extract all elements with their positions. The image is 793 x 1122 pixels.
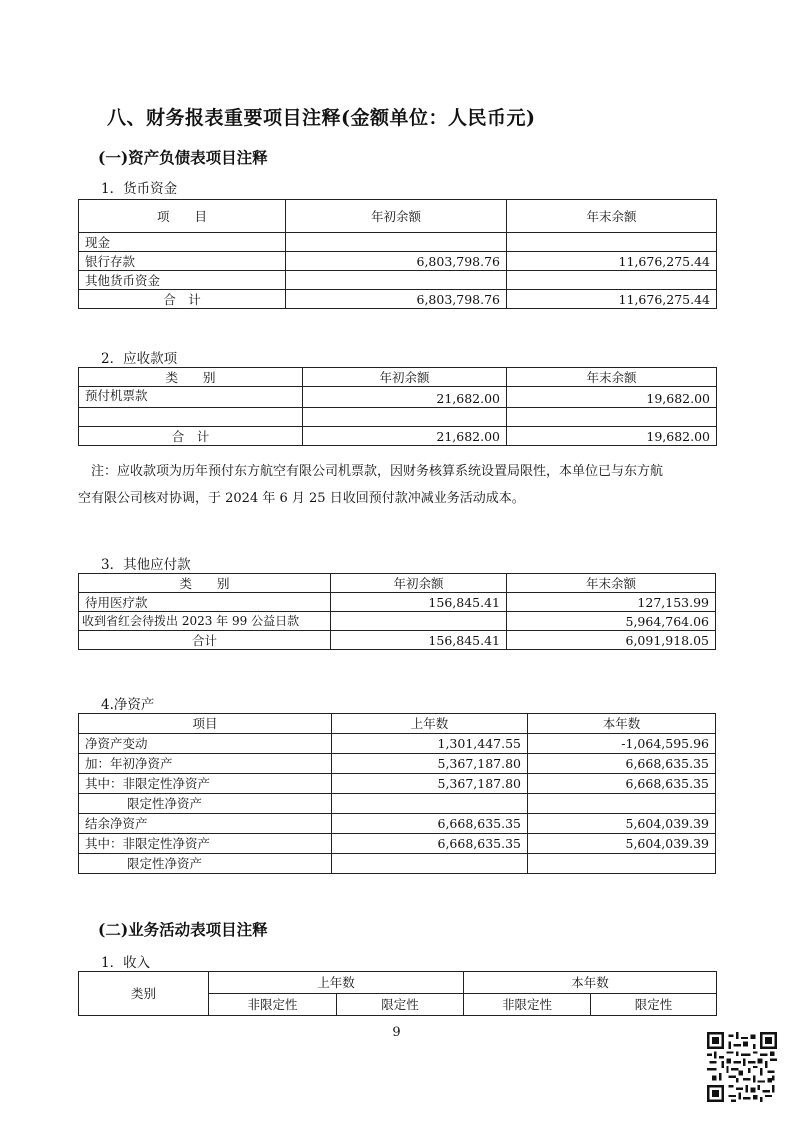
header-curr-restricted: 限定性 <box>591 994 717 1016</box>
section-heading-activities: (二)业务活动表项目注释 <box>98 920 268 939</box>
caption-net-assets: 4.净资产 <box>101 697 155 713</box>
qr-code-icon <box>707 1032 777 1102</box>
table-row <box>79 754 716 774</box>
header-closing: 年末余额 <box>507 200 717 233</box>
header-prev-unrestricted: 非限定性 <box>209 994 337 1016</box>
table-row <box>79 612 716 631</box>
row-opening <box>303 408 507 427</box>
row-opening: 6,803,798.76 <box>286 290 507 309</box>
row-closing: 5,964,764.06 <box>507 612 716 631</box>
row-label: 合 计 <box>79 290 286 309</box>
row-opening: 21,682.00 <box>303 387 507 408</box>
row-curr: 6,668,635.35 <box>528 754 716 774</box>
row-label: 其他货币资金 <box>79 271 286 290</box>
table-receivables <box>78 367 717 446</box>
row-closing: 19,682.00 <box>507 427 717 446</box>
row-prev <box>332 854 528 874</box>
header-opening: 年初余额 <box>303 368 507 387</box>
row-label: 银行存款 <box>79 252 286 271</box>
row-closing: 11,676,275.44 <box>507 252 717 271</box>
table-row <box>79 734 716 754</box>
row-curr: 5,604,039.39 <box>528 814 716 834</box>
row-label: 合 计 <box>79 427 303 446</box>
table-row <box>79 408 717 427</box>
page-number: 9 <box>392 1025 401 1040</box>
header-curr-unrestricted: 非限定性 <box>464 994 591 1016</box>
header-prev-restricted: 限定性 <box>337 994 464 1016</box>
row-curr: 6,668,635.35 <box>528 774 716 794</box>
row-curr: -1,064,595.96 <box>528 734 716 754</box>
row-curr: 5,604,039.39 <box>528 834 716 854</box>
receivables-note <box>78 458 718 512</box>
table-row <box>79 794 716 814</box>
row-label: 合计 <box>79 631 331 650</box>
header-curr-year: 本年数 <box>464 972 717 994</box>
row-label <box>79 408 303 427</box>
caption-income: 1．收入 <box>101 955 151 971</box>
header-category: 类 别 <box>79 368 303 387</box>
table-row-total <box>79 427 717 446</box>
header-prev-year: 上年数 <box>209 972 464 994</box>
row-closing: 19,682.00 <box>507 387 717 408</box>
table-row <box>79 814 716 834</box>
row-label: 净资产变动 <box>79 734 332 754</box>
table-row <box>79 387 717 408</box>
table-net-assets <box>78 713 716 874</box>
header-category: 类别 <box>79 972 209 1016</box>
note-line-2: 空有限公司核对协调，于 2024 年 6 月 25 日收回预付款冲减业务活动成本。 <box>78 491 525 506</box>
row-closing: 6,091,918.05 <box>507 631 716 650</box>
row-curr <box>528 854 716 874</box>
caption-receivables: 2．应收款项 <box>101 351 178 367</box>
row-closing <box>507 271 717 290</box>
row-label: 现金 <box>79 233 286 252</box>
row-prev: 6,668,635.35 <box>332 814 528 834</box>
row-opening <box>286 233 507 252</box>
section-heading-balance-sheet: (一)资产负债表项目注释 <box>98 148 268 167</box>
table-row <box>79 774 716 794</box>
row-label: 限定性净资产 <box>79 794 332 814</box>
row-prev: 6,668,635.35 <box>332 834 528 854</box>
table-income <box>78 971 717 1016</box>
table-row-total <box>79 290 717 309</box>
header-closing: 年末余额 <box>507 574 716 593</box>
table-row <box>79 233 717 252</box>
table-cash <box>78 199 717 309</box>
row-label: 收到省红会待拨出 2023 年 99 公益日款 <box>79 612 331 631</box>
row-opening: 6,803,798.76 <box>286 252 507 271</box>
header-closing: 年末余额 <box>507 368 717 387</box>
row-label: 限定性净资产 <box>79 854 332 874</box>
header-category: 类 别 <box>79 574 331 593</box>
row-label: 其中：非限定性净资产 <box>79 834 332 854</box>
row-closing <box>507 233 717 252</box>
table-row <box>79 834 716 854</box>
row-opening: 156,845.41 <box>331 593 507 612</box>
row-opening <box>331 612 507 631</box>
row-prev <box>332 794 528 814</box>
header-prev-year: 上年数 <box>332 714 528 734</box>
row-label: 待用医疗款 <box>79 593 331 612</box>
table-other-payables <box>78 573 716 650</box>
row-opening <box>286 271 507 290</box>
row-prev: 5,367,187.80 <box>332 754 528 774</box>
row-closing: 11,676,275.44 <box>507 290 717 309</box>
row-label: 结余净资产 <box>79 814 332 834</box>
note-line-1: 注：应收款项为历年预付东方航空有限公司机票款，因财务核算系统设置局限性，本单位已与东方航 <box>91 464 664 479</box>
row-closing <box>507 408 717 427</box>
row-label: 预付机票款 <box>79 387 303 408</box>
row-closing: 127,153.99 <box>507 593 716 612</box>
table-row-total <box>79 631 716 650</box>
table-row <box>79 593 716 612</box>
table-row <box>79 854 716 874</box>
row-opening: 156,845.41 <box>331 631 507 650</box>
caption-other-payables: 3．其他应付款 <box>101 557 191 573</box>
table-row <box>79 252 717 271</box>
row-prev: 5,367,187.80 <box>332 774 528 794</box>
row-label: 其中：非限定性净资产 <box>79 774 332 794</box>
header-item: 项目 <box>79 714 332 734</box>
row-opening: 21,682.00 <box>303 427 507 446</box>
header-opening: 年初余额 <box>331 574 507 593</box>
row-curr <box>528 794 716 814</box>
row-prev: 1,301,447.55 <box>332 734 528 754</box>
header-opening: 年初余额 <box>286 200 507 233</box>
caption-cash: 1．货币资金 <box>101 181 178 197</box>
page-title: 八、财务报表重要项目注释(金额单位：人民币元) <box>107 107 536 129</box>
header-curr-year: 本年数 <box>528 714 716 734</box>
table-row <box>79 271 717 290</box>
row-label: 加：年初净资产 <box>79 754 332 774</box>
header-item: 项 目 <box>79 200 286 233</box>
